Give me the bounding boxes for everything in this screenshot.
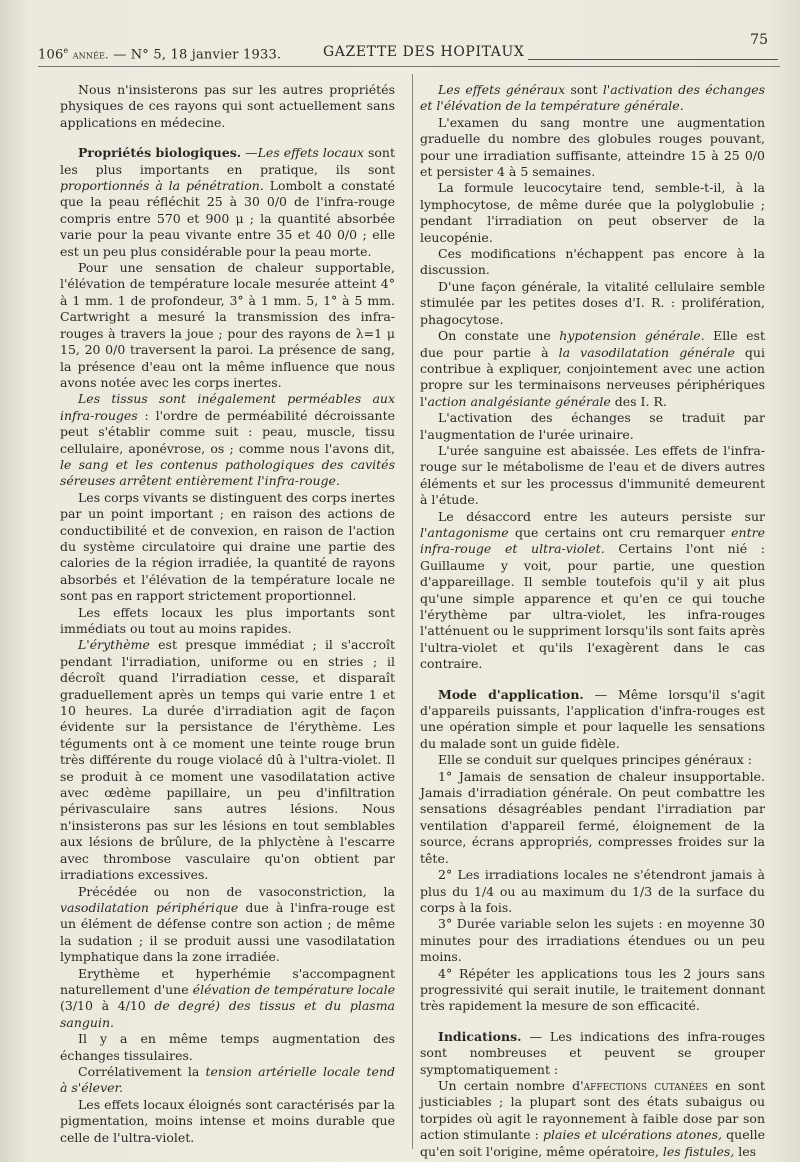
list-item: 4° Répéter les applications tous les 2 jours sans progressivité qui serait inutile, le traitement donnant très rapidement la mesure de son efficacité. bbox=[420, 965, 765, 1014]
paragraph: Précédée ou non de vasoconstriction, la vasodilatation périphérique due à l'infra-rouge est un élément de défense contre son action ; de même la sudation ; il se produit aussi une vasodilatation lymphatique dans la zone irradiée. bbox=[60, 883, 396, 965]
list-item: 2° Les irradiations locales ne s'étendront jamais à plus du 1/4 ou au maximum du 1/3 de la surface du corps à la fois. bbox=[420, 867, 765, 915]
header-rule bbox=[528, 59, 778, 60]
page-header bbox=[38, 32, 778, 63]
section-heading: Propriétés biologiques. bbox=[78, 145, 242, 161]
section-heading: Indications. bbox=[438, 1028, 522, 1044]
paragraph: Pour une sensation de chaleur supportable, l'élévation de température locale mesurée atteint 4° à 1 mm. 1 de profondeur, 3° à 1 mm. 5, 1° à 5 mm. Cartwright a mesuré la transmission des infra-rouges à travers la joue ; pour des rayons de λ=1 μ 15, 20 0/0 traversent la paroi. La présence de sang, la présence d'eau ont la même influence que nous avons notée avec les corps inertes. bbox=[60, 260, 395, 390]
paragraph: Les effets généraux sont l'activation des échanges et l'élévation de la température générale. bbox=[420, 82, 766, 114]
paragraph: Erythème et hyperhémie s'accompagnent naturellement d'une élévation de température locale (3/10 à 4/10 de degré) des tissus et du plasma sanguin. bbox=[60, 965, 395, 1030]
section-heading: Mode d'application. bbox=[438, 686, 584, 702]
paragraph: Les effets locaux les plus importants sont immédiats ou tout au moins rapides. bbox=[60, 604, 395, 636]
paragraph-indications: Indications. — Les indications des infra-rouges sont nombreuses et peuvent se grouper symptomatiquement : bbox=[420, 1028, 765, 1077]
paragraph: L'érythème est presque immédiat ; il s'accroît pendant l'irradiation, uniforme ou en stries ; il décroît quand l'irradiation cesse, et disparaît graduellement après un temps qui varie entre 1 et 10 heures. La durée d'irradiation agit de façon évidente sur la persistance de l'érythème. Les téguments ont à ce moment une teinte rouge brun très différente du rouge violacé dû à l'ultra-violet. Il se produit à ce moment une vasodilatation active avec œdème papillaire, un peu d'infiltration périvasculaire sans autres lésions. Nous n'insisterons pas sur les lésions en tout semblables aux lésions de brûlure, de la phlyctène à l'escarre avec thrombose vasculaire qu'on obtient par irradiations excessives. bbox=[60, 637, 395, 883]
paragraph: Le désaccord entre les auteurs persiste sur l'antagonisme que certains ont cru remarquer entre infra-rouge et ultra-violet. Certains l'ont nié : Guillaume y voit, pour partie, une question d'appareillage. Il semble toutefois qu'il y ait plus qu'une simple apparence et qu'en ce qui touche l'érythème par ultra-violet, les infra-rouges l'atténuent ou le suppriment lorsqu'ils sont faits après l'ultra-violet et qu'ils l'exagèrent dans le cas contraire. bbox=[420, 508, 765, 672]
paragraph: Elle se conduit sur quelques principes généraux : bbox=[438, 752, 752, 768]
left-column bbox=[60, 82, 395, 1146]
list-item: 3° Durée variable selon les sujets : en moyenne 30 minutes pour des irradiations étendues ou un peu moins. bbox=[420, 916, 765, 965]
paragraph: Un certain nombre d'affections cutanées en sont justiciables ; la plupart sont des états subaigus ou torpides où agit le rayonnement à faible dose par son action stimulante : plaies et ulcérations atones, quelle qu'en soit l'origine, même opératoire, les fistules, les bbox=[420, 1077, 765, 1159]
paragraph: Nous n'insisterons pas sur les autres propriétés physiques de ces rayons qui sont actuellement sans applications en médecine. bbox=[60, 82, 395, 130]
paragraph: Les corps vivants se distinguent des corps inertes par un point important ; en raison des actions de conductibilité et de convexion, en raison de l'action du système circulatoire qui draine une partie des calories de la région irradiée, la quantité de rayons absorbés et l'élévation de la température locale ne sont pas en rapport strictement proportionnel. bbox=[60, 489, 395, 604]
paragraph: Il y a en même temps augmentation des échanges tissulaires. bbox=[60, 1031, 395, 1063]
journal-title: GAZETTE DES HOPITAUX bbox=[323, 44, 525, 60]
paragraph: L'urée sanguine est abaissée. Les effets de l'infra-rouge sur le métabolisme de l'eau et de divers autres éléments et sur les processus d'immunité demeurent à l'étude. bbox=[420, 442, 765, 508]
paragraph: D'une façon générale, la vitalité cellulaire semble stimulée par les petites doses d'I. R. : prolifération, phagocytose. bbox=[420, 278, 765, 327]
right-column bbox=[420, 82, 765, 1160]
list-item: 1° Jamais de sensation de chaleur insupportable. Jamais d'irradiation générale. On peut combattre les sensations désagréables pendant l'irradiation par ventilation d'appareil fermé, éloignement de la source, écrans appropriés, compresses froides sur la tête. bbox=[420, 768, 765, 866]
paragraph: Les tissus sont inégalement perméables aux infra-rouges : l'ordre de perméabilité décroissante peut s'établir comme suit : peau, muscle, tissu cellulaire, aponévrose, os ; comme nous l'avons dit, le sang et les contenus pathologiques des cavités séreuses arrêtent entièrement l'infra-rouge. bbox=[60, 391, 395, 489]
paragraph: On constate une hypotension générale. Elle est due pour partie à la vasodilatation générale qui contribue à expliquer, conjointement avec une action propre sur les terminaisons nerveuses périphériques l'action analgésiante générale des I. R. bbox=[420, 328, 765, 409]
paragraph: L'examen du sang montre une augmentation graduelle du nombre des globules rouges pouvant, pour une irradiation suffisante, atteindre 15 à 25 0/0 et persister 4 à 5 semaines. bbox=[420, 114, 765, 180]
paragraph-biological-properties: Propriétés biologiques. —Les effets locaux sont les plus importants en pratique, ils sont proportionnés à la pénétration. Lombolt a constaté que la peau réfléchit 25 à 30 0/0 de l'infra-rouge compris entre 570 et 900 μ ; la quantité absorbée varie pour la peau vivante entre 35 et 40 0/0 ; elle est un peu plus considérable pour la peau morte. bbox=[60, 145, 395, 259]
top-rule bbox=[38, 66, 780, 67]
paragraph: L'activation des échanges se traduit par l'augmentation de l'urée urinaire. bbox=[420, 410, 765, 442]
paragraph: Corrélativement la tension artérielle locale tend à s'élever. bbox=[60, 1063, 395, 1096]
column-divider bbox=[412, 74, 413, 1149]
issue-info: 106e année. — N° 5, 18 janvier 1933. bbox=[38, 46, 282, 63]
paragraph: Les effets locaux éloignés sont caractérisés par la pigmentation, moins intense et moins durable que celle de l'ultra-violet. bbox=[60, 1096, 395, 1145]
paragraph: La formule leucocytaire tend, semble-t-il, à la lymphocytose, de même durée que la polyglobulie ; pendant l'irradiation on peut observer de la leucopénie. bbox=[420, 180, 765, 245]
paragraph-mode-application: Mode d'application. — Même lorsqu'il s'agit d'appareils puissants, l'application d'infra-rouges est une opération simple et pour laquelle les sensations du malade sont un guide fidèle. bbox=[420, 686, 765, 751]
page-number: 75 bbox=[750, 32, 768, 48]
paragraph: Ces modifications n'échappent pas encore à la discussion. bbox=[420, 246, 765, 278]
